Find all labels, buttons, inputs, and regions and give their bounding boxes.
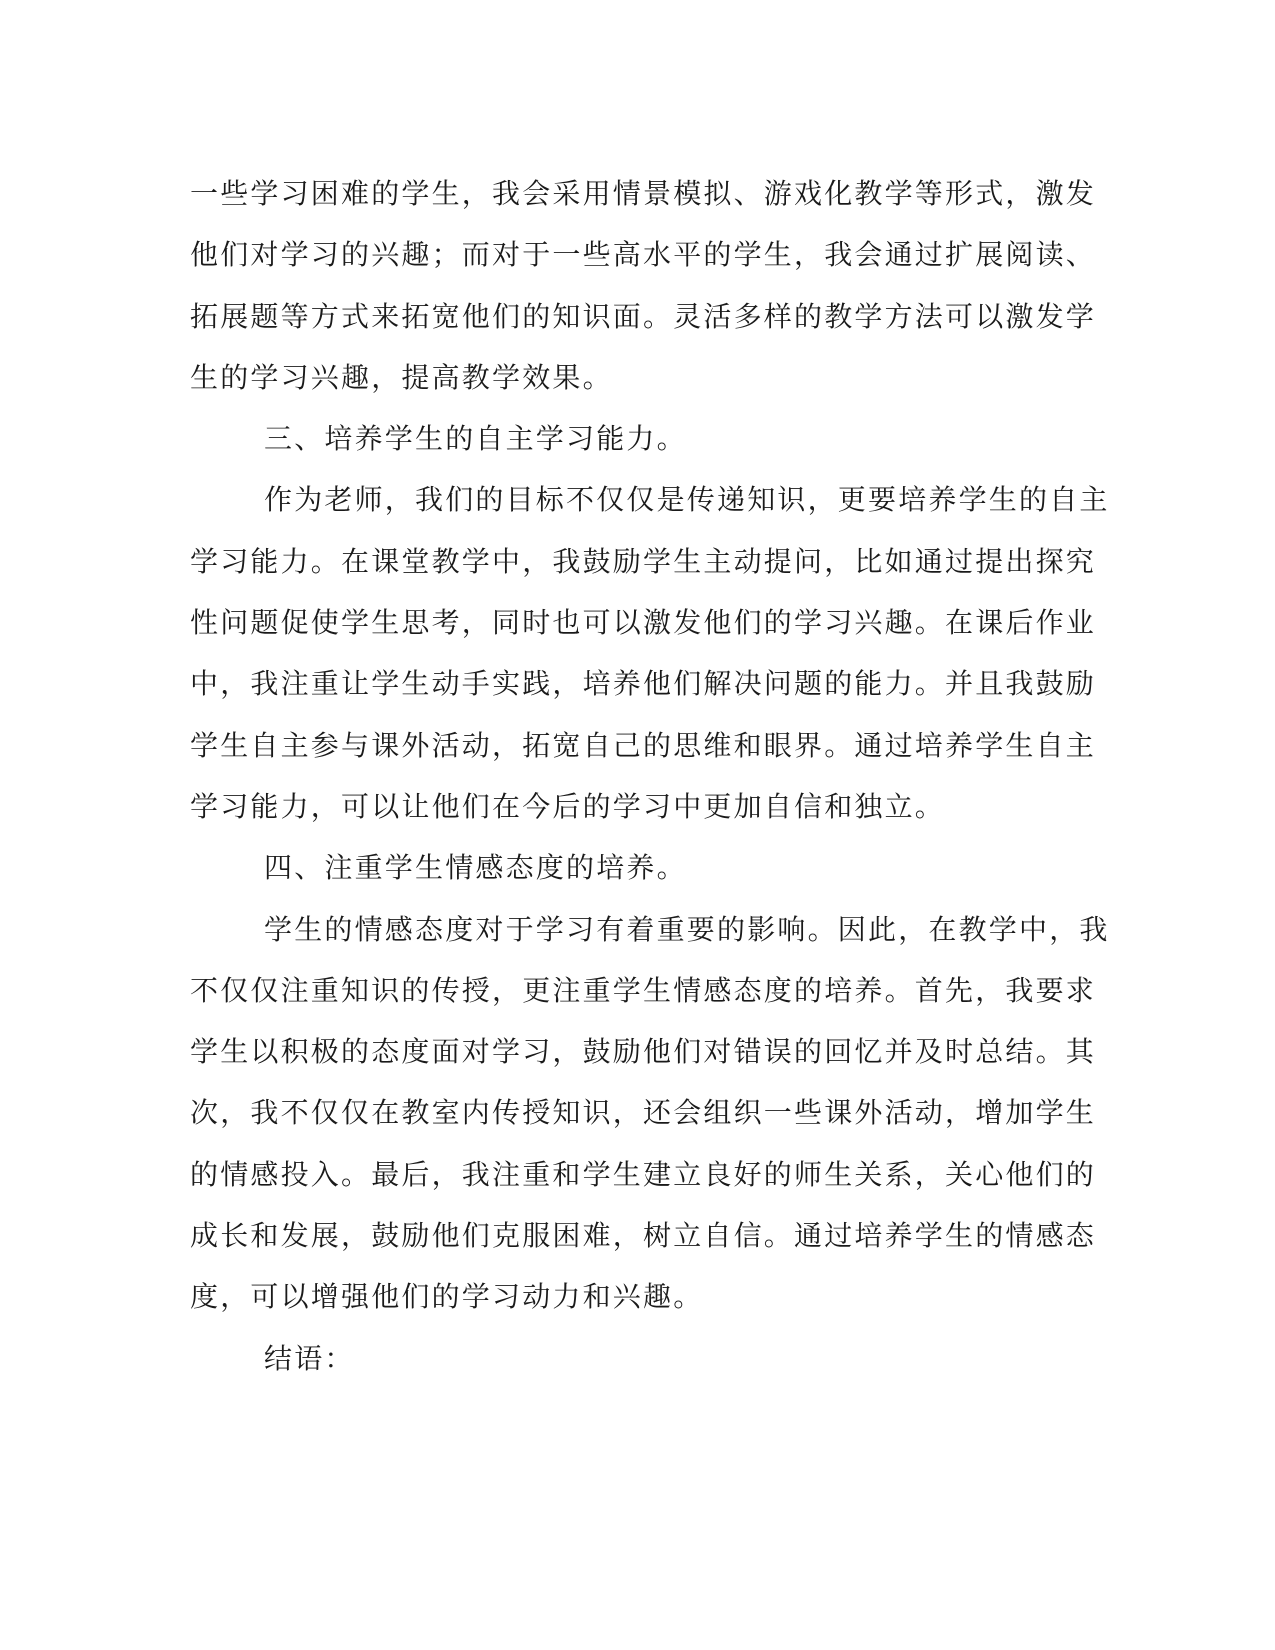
paragraph-line: 生的学习兴趣，提高教学效果。 bbox=[190, 360, 613, 394]
section-heading-3: 三、培养学生的自主学习能力。 bbox=[264, 422, 687, 456]
paragraph-line: 拓展题等方式来拓宽他们的知识面。灵活多样的教学方法可以激发学 bbox=[190, 299, 1097, 333]
paragraph-line: 不仅仅注重知识的传授，更注重学生情感态度的培养。首先，我要求 bbox=[190, 973, 1097, 1007]
conclusion-heading: 结语： bbox=[264, 1341, 355, 1375]
section-heading-4: 四、注重学生情感态度的培养。 bbox=[264, 851, 687, 885]
paragraph-line: 一些学习困难的学生，我会采用情景模拟、游戏化教学等形式，激发 bbox=[190, 177, 1097, 210]
paragraph-line: 学生的情感态度对于学习有着重要的影响。因此，在教学中，我 bbox=[264, 912, 1110, 946]
paragraph-line: 次，我不仅仅在教室内传授知识，还会组织一些课外活动，增加学生 bbox=[190, 1096, 1097, 1130]
paragraph-line: 学习能力，可以让他们在今后的学习中更加自信和独立。 bbox=[190, 789, 946, 823]
paragraph-line: 中，我注重让学生动手实践，培养他们解决问题的能力。并且我鼓励 bbox=[190, 667, 1097, 701]
paragraph-line: 学生自主参与课外活动，拓宽自己的思维和眼界。通过培养学生自主 bbox=[190, 728, 1097, 762]
paragraph-line: 作为老师，我们的目标不仅仅是传递知识，更要培养学生的自主 bbox=[264, 483, 1110, 517]
paragraph-line: 的情感投入。最后，我注重和学生建立良好的师生关系，关心他们的 bbox=[190, 1157, 1097, 1191]
paragraph-line: 度，可以增强他们的学习动力和兴趣。 bbox=[190, 1280, 704, 1314]
paragraph-line: 成长和发展，鼓励他们克服困难，树立自信。通过培养学生的情感态 bbox=[190, 1219, 1097, 1253]
paragraph-line: 他们对学习的兴趣；而对于一些高水平的学生，我会通过扩展阅读、 bbox=[190, 238, 1097, 272]
paragraph-line: 学习能力。在课堂教学中，我鼓励学生主动提问，比如通过提出探究 bbox=[190, 544, 1097, 578]
paragraph-line: 学生以积极的态度面对学习，鼓励他们对错误的回忆并及时总结。其 bbox=[190, 1035, 1097, 1069]
paragraph-line: 性问题促使学生思考，同时也可以激发他们的学习兴趣。在课后作业 bbox=[190, 606, 1097, 640]
body-text bbox=[190, 163, 1110, 1389]
